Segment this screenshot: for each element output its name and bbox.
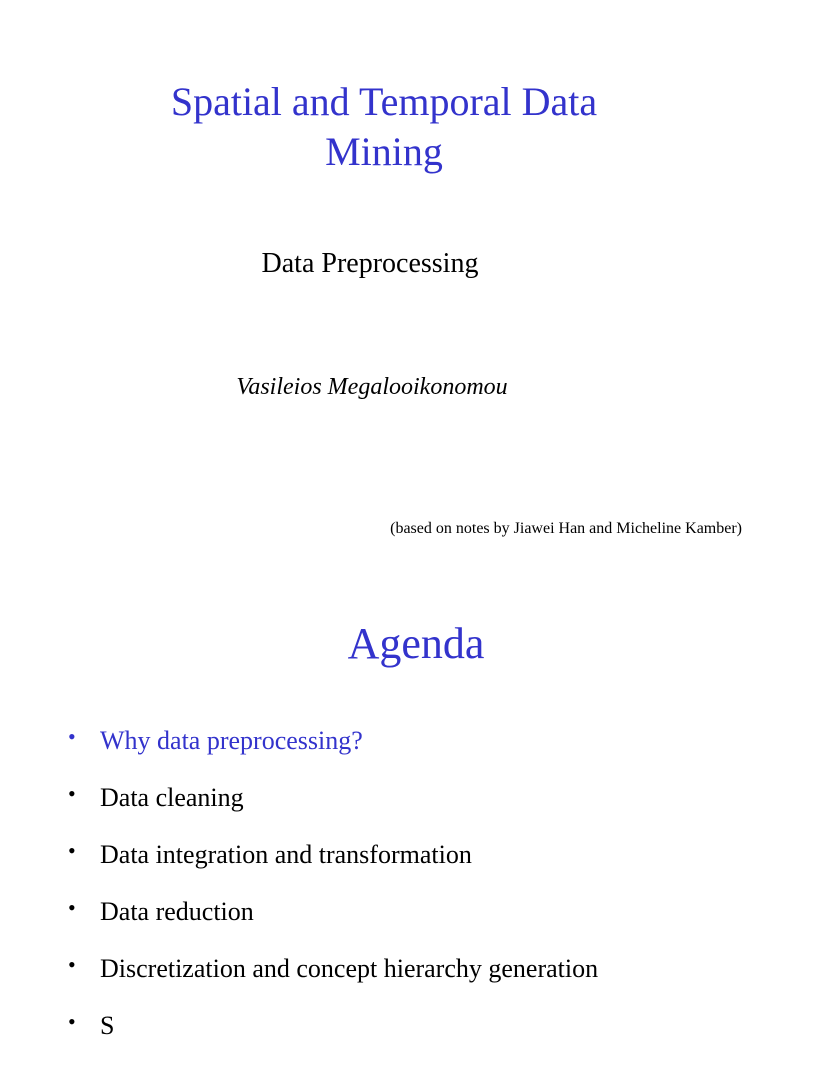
bullet-icon: • [68, 895, 76, 920]
bullet-icon: • [68, 724, 76, 749]
agenda-item-label: Why data preprocessing? [100, 726, 363, 755]
agenda-item-label: Discretization and concept hierarchy generation [100, 954, 599, 983]
slide-subtitle: Data Preprocessing [261, 248, 479, 279]
title-slide [0, 0, 768, 576]
credit-note: (based on notes by Jiawei Han and Micheline Kamber) [390, 520, 742, 537]
agenda-item-label: Data cleaning [100, 783, 244, 812]
bullet-icon: • [68, 781, 76, 806]
bullet-icon: • [68, 952, 76, 977]
agenda-item-label: Data reduction [100, 897, 254, 926]
agenda-slide [0, 576, 768, 1040]
slide-title-line-2: Mining [325, 129, 443, 174]
slide-title-line-1: Spatial and Temporal Data [170, 79, 598, 124]
agenda-item-label: Data integration and transformation [100, 840, 472, 869]
bullet-icon: • [68, 838, 76, 863]
bullet-icon: • [68, 1009, 76, 1034]
agenda-item-label: S [100, 1011, 115, 1040]
slide-title [0, 77, 768, 177]
agenda-title: Agenda [347, 619, 485, 668]
author-name: Vasileios Megalooikonomou [236, 374, 508, 400]
